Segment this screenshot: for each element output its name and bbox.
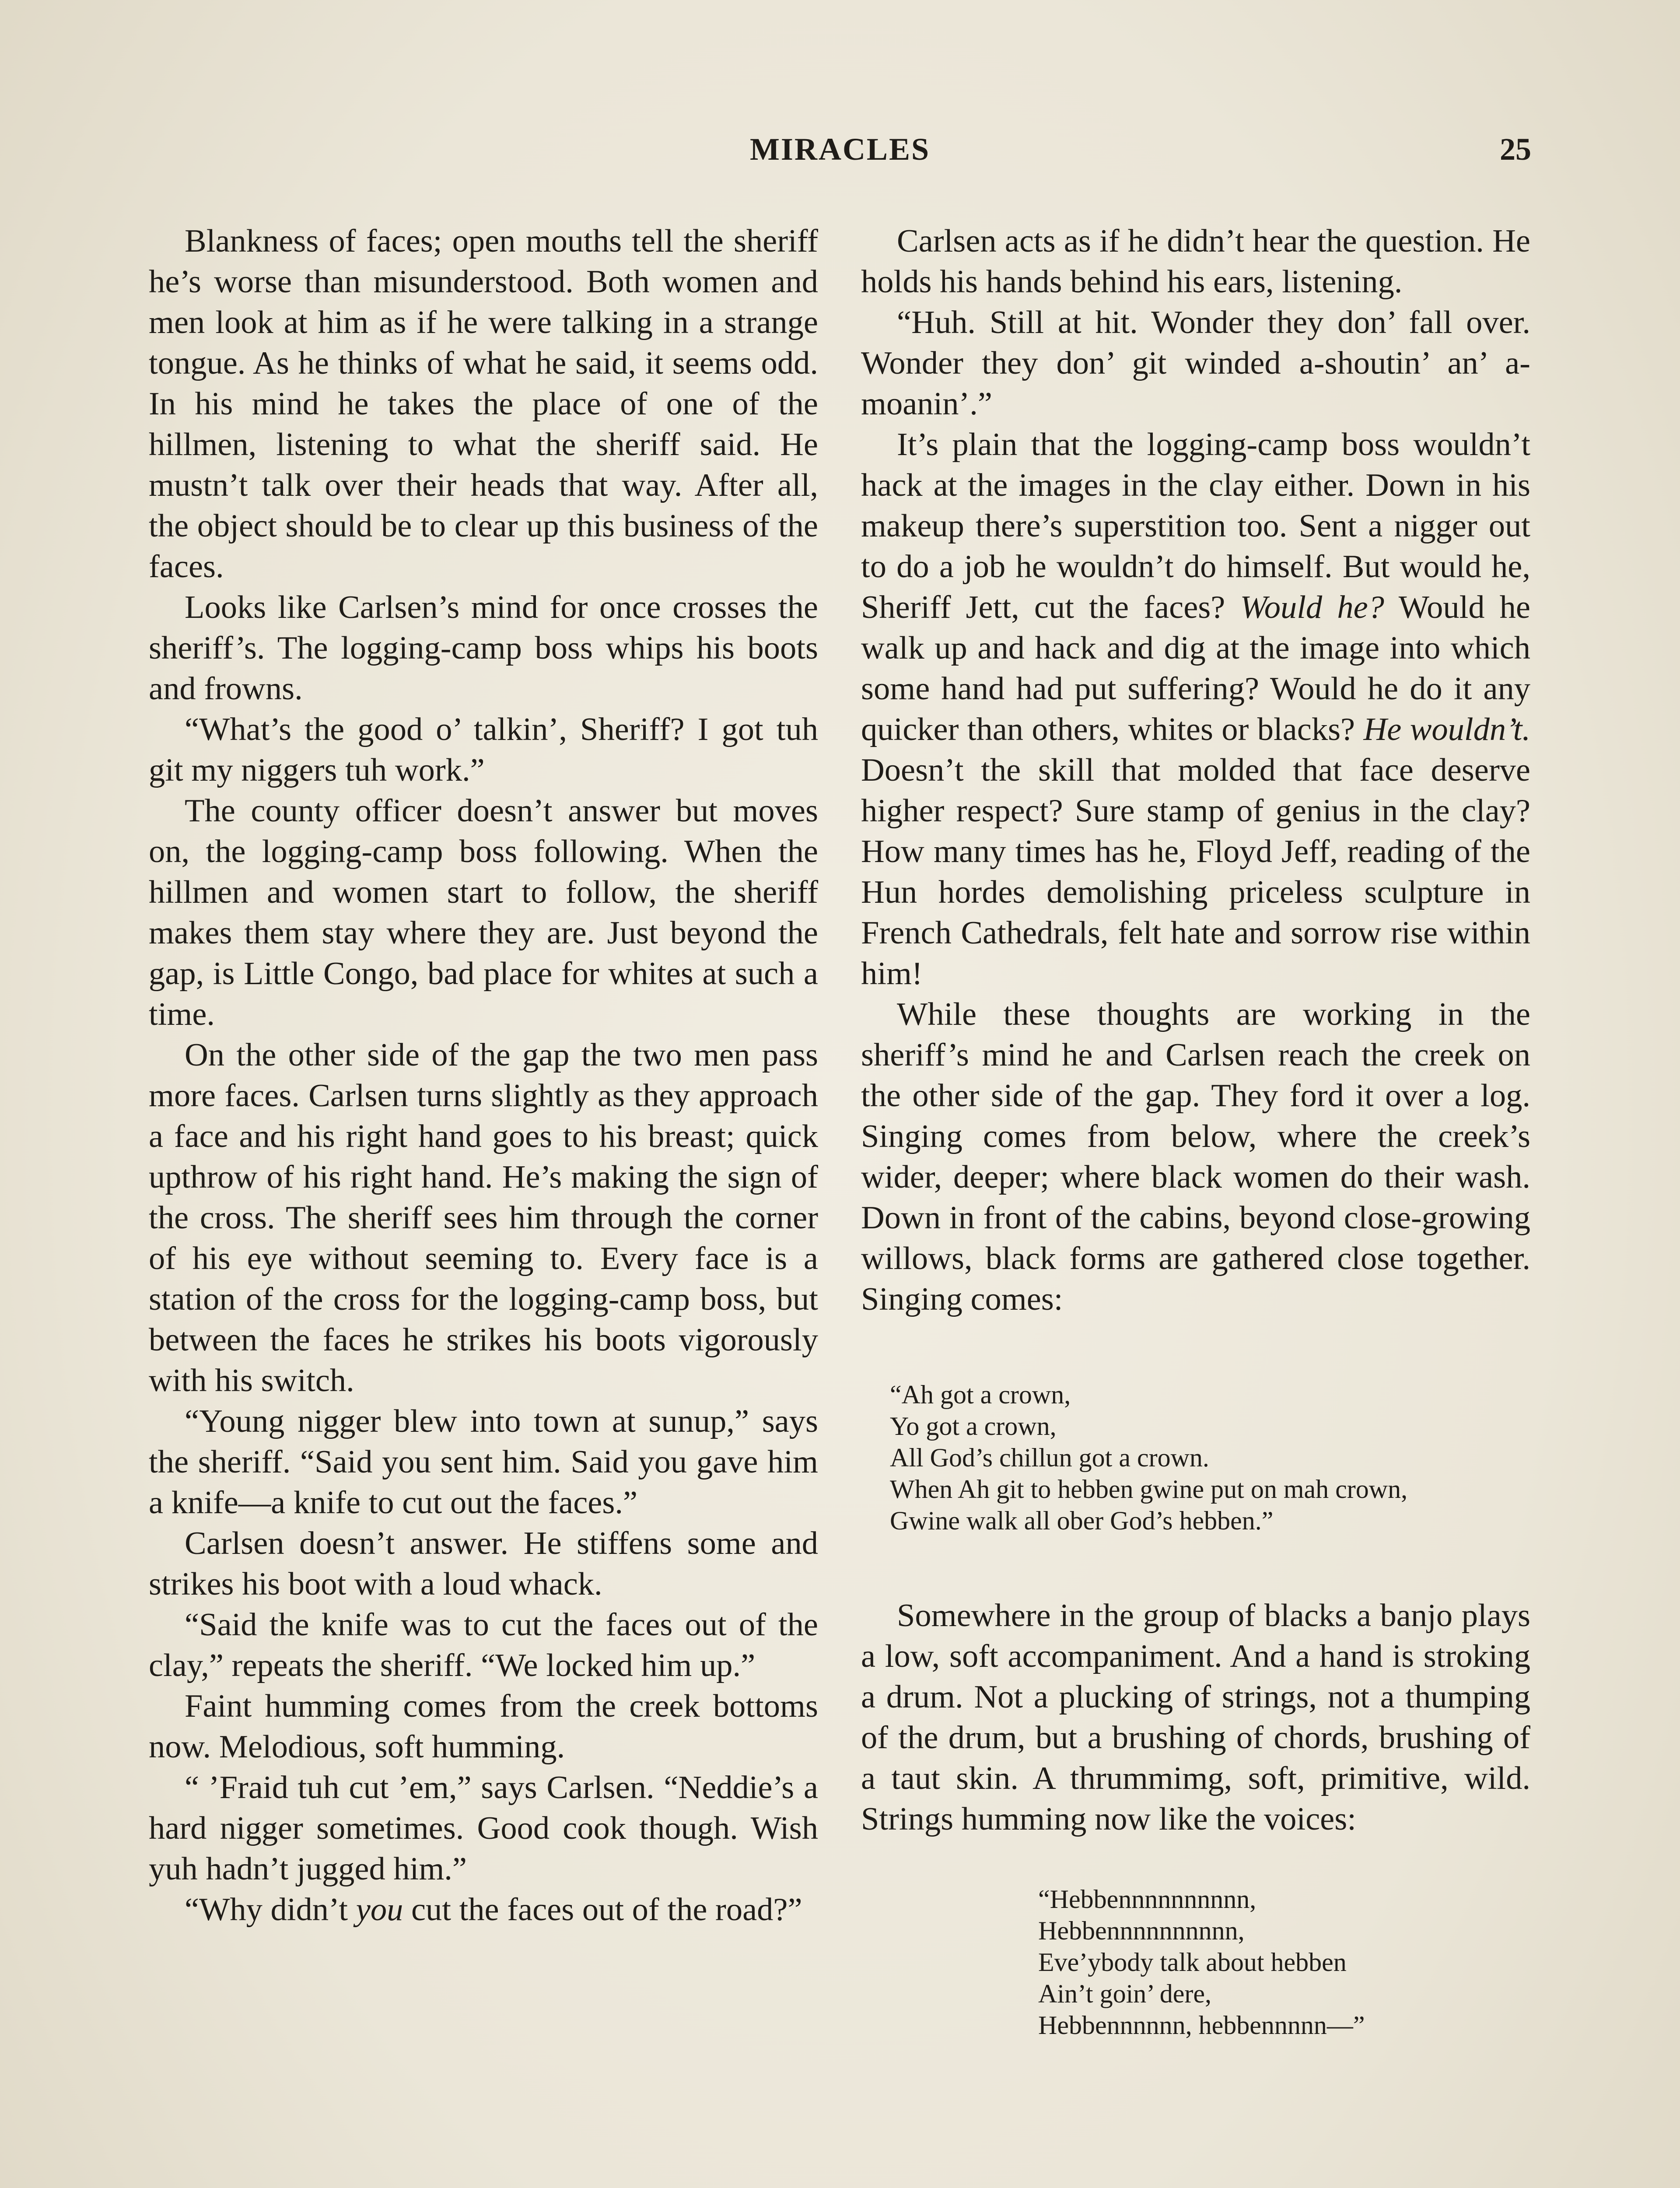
running-title: MIRACLES [749, 132, 931, 167]
verse-line: Hebbennnnnnnnnn, [1038, 1916, 1245, 1945]
song-verse [861, 1379, 1530, 1536]
text-run: Doesn’t the skill that molded that face deserve higher respect? Sure stamp of genius in the clay? How many times has he, Floyd Jeff, reading of the Hun hordes demolishing priceless sculpture in French Cathedrals, felt hate and sorrow rise within him! [861, 752, 1530, 992]
left-column [149, 221, 818, 1930]
page-header [149, 131, 1531, 179]
text-run: cut the faces out of the road?” [403, 1892, 802, 1928]
paragraph: Carlsen doesn’t answer. He stiffens some and strikes his boot with a loud whack. [149, 1525, 818, 1602]
paragraph: “What’s the good o’ talkin’, Sheriff? I got tuh git my niggers tuh work.” [149, 712, 818, 788]
italic-emphasis: He wouldn’t. [1363, 712, 1530, 747]
text-run: Would he walk up and hack and dig at the image into which some hand had put suffering? Would he do it any quicker than others, whites or blacks? [861, 589, 1530, 747]
paragraph: While these thoughts are working in the sheriff’s mind he and Carlsen reach the creek on the other side of the gap. They ford it over a log. Singing comes from below, where the creek’s wider, deeper; where black women do their wash. Down in front of the cabins, beyond close-growing willows, black forms are gathered close together. Singing comes: [861, 996, 1530, 1317]
paragraph: “ ’Fraid tuh cut ’em,” says Carlsen. “Neddie’s a hard nigger sometimes. Good cook though. Wish yuh hadn’t jugged him.” [149, 1770, 818, 1887]
paragraph: Looks like Carlsen’s mind for once crosses the sheriff’s. The logging-camp boss whips his boots and frowns. [149, 589, 818, 707]
paragraph: “Young nigger blew into town at sunup,” says the sheriff. “Said you sent him. Said you gave him a knife—a knife to cut out the faces.” [149, 1403, 818, 1521]
paragraph: “Huh. Still at hit. Wonder they don’ fall over. Wonder they don’ git winded a-shoutin’ an’ a-moanin’.” [861, 305, 1530, 422]
paragraph: Faint humming comes from the creek bottoms now. Melodious, soft humming. [149, 1688, 818, 1765]
verse-line: Yo got a crown, [890, 1412, 1057, 1441]
text-run: “Why didn’t [185, 1892, 356, 1928]
page-number: 25 [1500, 132, 1531, 167]
italic-emphasis: Would he? [1240, 589, 1384, 625]
verse-line: “Hebbennnnnnnnnn, [1038, 1885, 1256, 1914]
verse-line: When Ah git to hebben gwine put on mah crown, [890, 1475, 1408, 1504]
verse-line: Ain’t goin’ dere, [1038, 1979, 1212, 2008]
verse-line: All God’s chillun got a crown. [890, 1443, 1209, 1472]
right-column [861, 221, 1530, 2041]
italic-emphasis: you [356, 1892, 403, 1928]
paragraph: “Said the knife was to cut the faces out of the clay,” repeats the sheriff. “We locked him up.” [149, 1607, 818, 1683]
paragraph [149, 1890, 818, 1930]
verse-line: “Ah got a crown, [890, 1380, 1071, 1409]
verse-line: Gwine walk all ober God’s hebben.” [890, 1506, 1274, 1535]
paragraph: On the other side of the gap the two men pass more faces. Carlsen turns slightly as they approach a face and his right hand goes to his breast; quick upthrow of his right hand. He’s making the sign of the cross. The sheriff sees him through the corner of his eye without seeming to. Every face is a station of the cross for the logging-camp boss, but between the faces he strikes his boots vigorously with his switch. [149, 1037, 818, 1399]
paragraph: The county officer doesn’t answer but moves on, the logging-camp boss following. When the hillmen and women start to follow, the sheriff makes them stay where they are. Just beyond the gap, is Little Congo, bad place for whites at such a time. [149, 793, 818, 1032]
verse-line: Eve’ybody talk about hebben [1038, 1948, 1347, 1977]
paragraph: Somewhere in the group of blacks a banjo plays a low, soft accompaniment. And a hand is stroking a drum. Not a plucking of strings, not a thumping of the drum, but a brushing of chords, brushing of a taut skin. A thrummimg, soft, primitive, wild. Strings humming now like the voices: [861, 1598, 1530, 1837]
paragraph [861, 424, 1530, 994]
paragraph: Blankness of faces; open mouths tell the sheriff he’s worse than misunderstood. Both women and men look at him as if he were talking in a strange tongue. As he thinks of what he said, it seems odd. In his mind he takes the place of one of the hillmen, listening to what the sheriff said. He mustn’t talk over their heads that way. After all, the object should be to clear up this business of the faces. [149, 223, 818, 585]
verse-line: Hebbennnnnn, hebbennnnn—” [1038, 2011, 1365, 2040]
song-verse [861, 1883, 1530, 2041]
text-run: It’s plain that the logging-camp boss wouldn’t hack at the images in the clay either. Down in his makeup there’s superstition too. Sent a nigger out to do a job he wouldn’t do himself. But would he, Sheriff Jett, cut the faces? [861, 427, 1530, 625]
paragraph: Carlsen acts as if he didn’t hear the question. He holds his hands behind his ears, listening. [861, 223, 1530, 300]
